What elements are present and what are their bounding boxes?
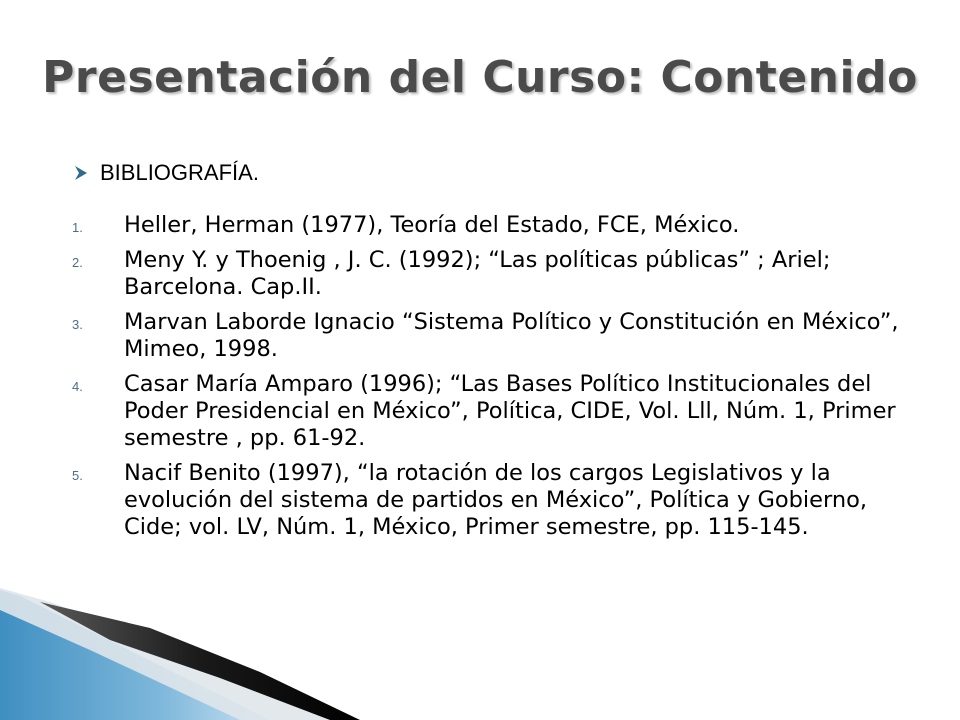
slide-content — [72, 160, 902, 549]
reference-list — [72, 212, 902, 541]
list-item — [72, 460, 902, 541]
list-item-number: 5. — [72, 468, 83, 483]
list-item-text: Casar María Amparo (1996); “Las Bases Político Institucionales del Poder Presidencial en México”, Política, CIDE, Vol. Lll, Núm. 1, Primer semestre , pp. 61-92. — [124, 371, 896, 451]
list-item-number: 3. — [72, 317, 83, 332]
list-item-number: 2. — [72, 255, 83, 270]
list-item — [72, 212, 902, 239]
bibliography-heading-text: BIBLIOGRAFÍA. — [100, 160, 259, 185]
list-item-number: 1. — [72, 220, 83, 235]
list-item — [72, 247, 902, 301]
bibliography-heading — [72, 160, 902, 186]
list-item-text: Meny Y. y Thoenig , J. C. (1992); “Las políticas públicas” ; Ariel; Barcelona. Cap.II. — [124, 247, 831, 300]
list-item-text: Heller, Herman (1977), Teoría del Estado, FCE, México. — [124, 212, 740, 238]
list-item-text: Marvan Laborde Ignacio “Sistema Político y Constitución en México”, Mimeo, 1998. — [124, 309, 899, 362]
slide-title: Presentación del Curso: Contenido — [42, 52, 918, 103]
list-item — [72, 371, 902, 452]
decorative-swoosh — [0, 580, 960, 720]
list-item-number: 4. — [72, 379, 83, 394]
list-item — [72, 309, 902, 363]
arrow-bullet-icon — [72, 163, 92, 183]
list-item-text: Nacif Benito (1997), “la rotación de los cargos Legislativos y la evolución del sistema de partidos en México”, Política y Gobierno, Cide; vol. LV, Núm. 1, México, Primer semestre, pp. 115-145. — [124, 460, 868, 540]
